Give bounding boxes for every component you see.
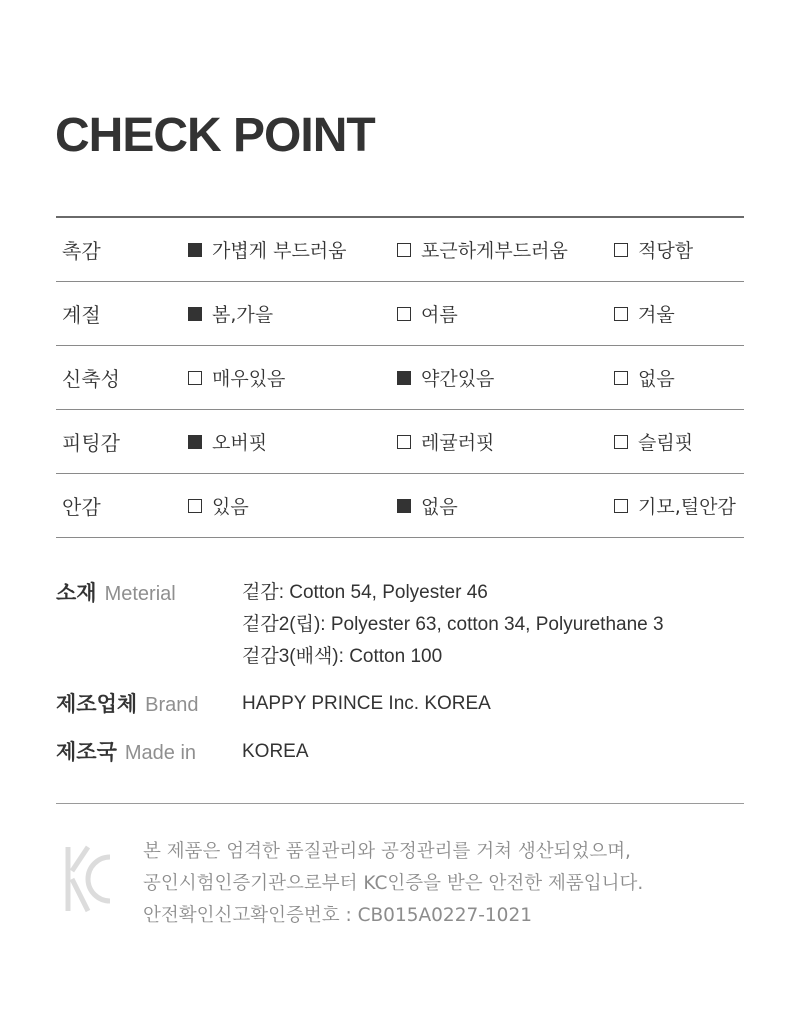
material-line: 겉감: Cotton 54, Polyester 46 xyxy=(242,582,488,603)
row-label-touch: 촉감 xyxy=(62,239,101,263)
option-label: 여름 xyxy=(421,304,458,326)
checkbox-empty-icon xyxy=(188,371,202,385)
checkbox-empty-icon xyxy=(614,371,628,385)
option-item xyxy=(188,428,267,455)
option-item xyxy=(614,492,736,519)
check-point-table xyxy=(56,216,744,538)
checkbox-empty-icon xyxy=(188,499,202,513)
checkbox-empty-icon xyxy=(397,435,411,449)
option-item xyxy=(188,364,285,391)
option-label: 겨울 xyxy=(638,304,675,326)
row-label-season: 계절 xyxy=(62,303,101,327)
checkbox-empty-icon xyxy=(614,499,628,513)
option-label: 약간있음 xyxy=(421,368,495,390)
certification-notice xyxy=(143,836,643,932)
kc-certification-logo-icon xyxy=(64,843,114,915)
checkbox-empty-icon xyxy=(614,243,628,257)
made-in-value: KOREA xyxy=(242,741,309,762)
option-item xyxy=(614,300,675,327)
option-label: 없음 xyxy=(638,368,675,390)
notice-line: 공인시험인증기관으로부터 KC인증을 받은 안전한 제품입니다. xyxy=(143,873,644,894)
option-item xyxy=(614,236,693,263)
option-item xyxy=(188,492,249,519)
made-in-label-ko: 제조국 xyxy=(56,740,117,764)
brand-heading xyxy=(56,688,199,718)
made-in-label-en: Made in xyxy=(124,742,197,764)
page-title: CHECK POINT xyxy=(55,109,375,162)
option-label: 기모,털안감 xyxy=(638,496,736,518)
option-item xyxy=(397,492,458,519)
made-in-heading xyxy=(56,736,196,766)
option-label: 적당함 xyxy=(638,240,694,262)
option-item xyxy=(614,364,675,391)
checkbox-checked-icon xyxy=(397,499,411,513)
option-item xyxy=(188,300,273,327)
material-label-en: Meterial xyxy=(104,583,176,605)
brand-value: HAPPY PRINCE Inc. KOREA xyxy=(242,693,491,714)
table-row xyxy=(56,474,744,538)
row-label-lining: 안감 xyxy=(62,495,101,519)
option-item xyxy=(397,300,458,327)
material-label-ko: 소재 xyxy=(56,581,97,605)
row-label-stretch: 신축성 xyxy=(62,367,120,391)
option-label: 슬림핏 xyxy=(638,432,694,454)
checkbox-checked-icon xyxy=(397,371,411,385)
material-heading xyxy=(56,577,176,607)
checkbox-empty-icon xyxy=(397,307,411,321)
material-value xyxy=(242,577,664,673)
option-item xyxy=(397,236,568,263)
divider xyxy=(56,803,744,804)
option-label: 없음 xyxy=(421,496,458,518)
option-label: 포근하게부드러움 xyxy=(421,240,568,262)
checkbox-empty-icon xyxy=(397,243,411,257)
checkbox-checked-icon xyxy=(188,243,202,257)
option-label: 봄,가을 xyxy=(212,304,274,326)
material-line: 겉감3(배색): Cotton 100 xyxy=(242,646,443,667)
option-label: 있음 xyxy=(212,496,249,518)
notice-line: 본 제품은 엄격한 품질관리와 공정관리를 거쳐 생산되었으며, xyxy=(143,841,631,862)
table-row xyxy=(56,410,744,474)
notice-line: 안전확인신고확인증번호 : CB015A0227-1021 xyxy=(143,905,532,926)
option-item xyxy=(397,364,494,391)
brand-label-en: Brand xyxy=(145,694,199,716)
checkbox-empty-icon xyxy=(614,307,628,321)
checkbox-checked-icon xyxy=(188,307,202,321)
table-row xyxy=(56,282,744,346)
option-label: 오버핏 xyxy=(212,432,268,454)
brand-label-ko: 제조업체 xyxy=(56,692,138,716)
option-label: 매우있음 xyxy=(212,368,286,390)
table-row xyxy=(56,346,744,410)
material-line: 겉감2(립): Polyester 63, cotton 34, Polyurethane 3 xyxy=(242,614,664,635)
option-item xyxy=(188,236,347,263)
checkbox-checked-icon xyxy=(188,435,202,449)
option-item xyxy=(397,428,494,455)
option-label: 레귤러핏 xyxy=(421,432,495,454)
option-label: 가볍게 부드러움 xyxy=(212,240,347,262)
checkbox-empty-icon xyxy=(614,435,628,449)
option-item xyxy=(614,428,693,455)
row-label-fit: 피팅감 xyxy=(62,431,120,455)
table-row xyxy=(56,218,744,282)
